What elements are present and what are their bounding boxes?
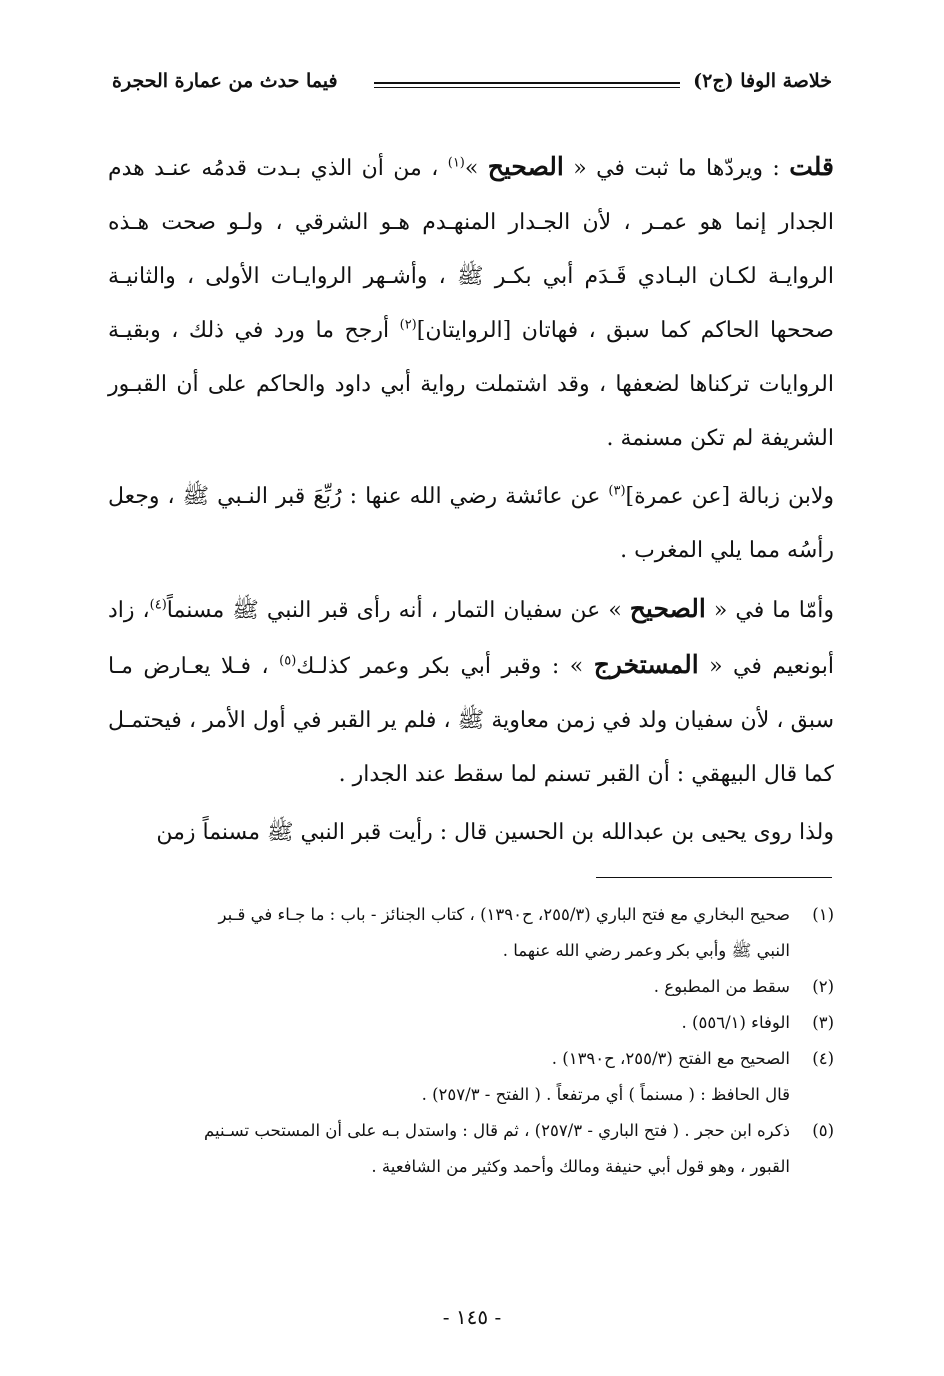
footnote [108, 1005, 834, 1041]
footnote-ref: (٤) [149, 597, 167, 613]
footnote-ref: (٢) [399, 317, 417, 333]
main-text [108, 140, 834, 860]
section-title: فيما حدث من عمارة الحجرة [112, 70, 338, 92]
footnote-ref: (٣) [608, 483, 626, 499]
footnote-ref: (١) [447, 155, 465, 171]
text-run: ، فـلا يعـارض مـا سبق ، لأن سفيان ولد في زمن معاوية ﷺ ، فلم ير القبر في أول الأمر ، فيحتمـل كما قال البيهقي : أن القبر تسنم لما سقط عند الجدار . [108, 654, 834, 787]
book-name: المستخرج [593, 650, 699, 679]
paragraph [108, 582, 834, 802]
book-name: الصحيح [487, 152, 564, 181]
paragraph [108, 806, 834, 860]
footnote-number: (٢) [812, 977, 834, 996]
footnote [108, 1113, 834, 1185]
footnote-line: الصحيح مع الفتح (٢٥٥/٣، ح١٣٩٠) . [551, 1049, 790, 1068]
footnote-number: (١) [812, 905, 834, 924]
text-run: » عن سفيان التمار ، أنه رأى قبر النبي ﷺ مسنماً [166, 598, 630, 623]
paragraph-lead: قلت [789, 152, 834, 181]
text-run: أرجح ما ورد في ذلك ، وبقيـة الروايات تركناها لضعفها ، وقد اشتملت رواية أبي داود والحاكم على أن القبـور الشريفة لم تكن مسنمة . [108, 318, 834, 451]
text-run: ولذا روى يحيى بن عبدالله بن الحسين قال : رأيت قبر النبي ﷺ مسنماً زمن [156, 820, 834, 845]
text-run: ولابن زبالة [عن عمرة] [625, 484, 834, 509]
text-run: » [464, 156, 488, 181]
footnote-line: القبور ، وهو قول أبي حنيفة ومالك وأحمد وكثير من الشافعية . [371, 1157, 790, 1176]
footnote-ref: (٥) [279, 653, 297, 669]
running-header [112, 70, 832, 106]
footnote-number: (٤) [812, 1049, 834, 1068]
footnote-line: صحيح البخاري مع فتح الباري (٢٥٥/٣، ح١٣٩٠) ، كتاب الجنائز - باب : ما جـاء في قـبر [218, 905, 790, 924]
page-number: - ١٤٥ - [442, 1305, 502, 1329]
paragraph [108, 140, 834, 466]
footnote-line: ذكره ابن حجر . ( فتح الباري - ٢٥٧/٣) ، ثم قال : واستدل بـه على أن المستحب تسـنيم [204, 1121, 790, 1140]
footnote [108, 1041, 834, 1113]
footnotes [108, 897, 834, 1185]
book-name: الصحيح [629, 594, 706, 623]
header-rule [374, 82, 680, 88]
footnote-number: (٣) [812, 1013, 834, 1032]
footnote-line: سقط من المطبوع . [653, 977, 790, 996]
text-run: ، من أن الذي بـدت قدمُه عنـد هدم الجدار إنما هو عمـر ، لأن الجـدار المنهـدم هـو الشرقي ، ولـو صحت هـذه الروايـة لكـان البـادي قَـدَم أبي بكـر ﷺ ، وأشـهر الروايـات الأولى ، والثانيـة صححها الحاكم كما سبق ، فهاتان [الروايتان] [108, 156, 834, 343]
text-run: » : وقبر أبي بكر وعمر كذلـك [296, 654, 594, 679]
footnote [108, 969, 834, 1005]
footnote-line: الوفاء (٥٥٦/١) . [681, 1013, 790, 1032]
text-run: : ويردّها ما ثبت في « [563, 156, 790, 181]
footnote [108, 897, 834, 969]
paragraph [108, 470, 834, 578]
footnote-line: النبي ﷺ وأبي بكر وعمر رضي الله عنهما . [502, 941, 790, 960]
text-run: وأمّا ما في « [705, 598, 834, 623]
book-title: خلاصة الوفا (ج٢) [693, 70, 832, 92]
footnote-separator [596, 877, 832, 878]
footnote-line: قال الحافظ : ( مسنماً ) أي مرتفعاً . ( الفتح - ٢٥٧/٣) . [421, 1085, 790, 1104]
footnote-number: (٥) [812, 1121, 834, 1140]
text-run: ، زاد أبونعيم في « [108, 598, 834, 679]
text-run: عن عائشة رضي الله عنها : رُبِّعَ قبر النـبي ﷺ ، وجعل رأسُه مما يلي المغرب . [108, 484, 834, 563]
